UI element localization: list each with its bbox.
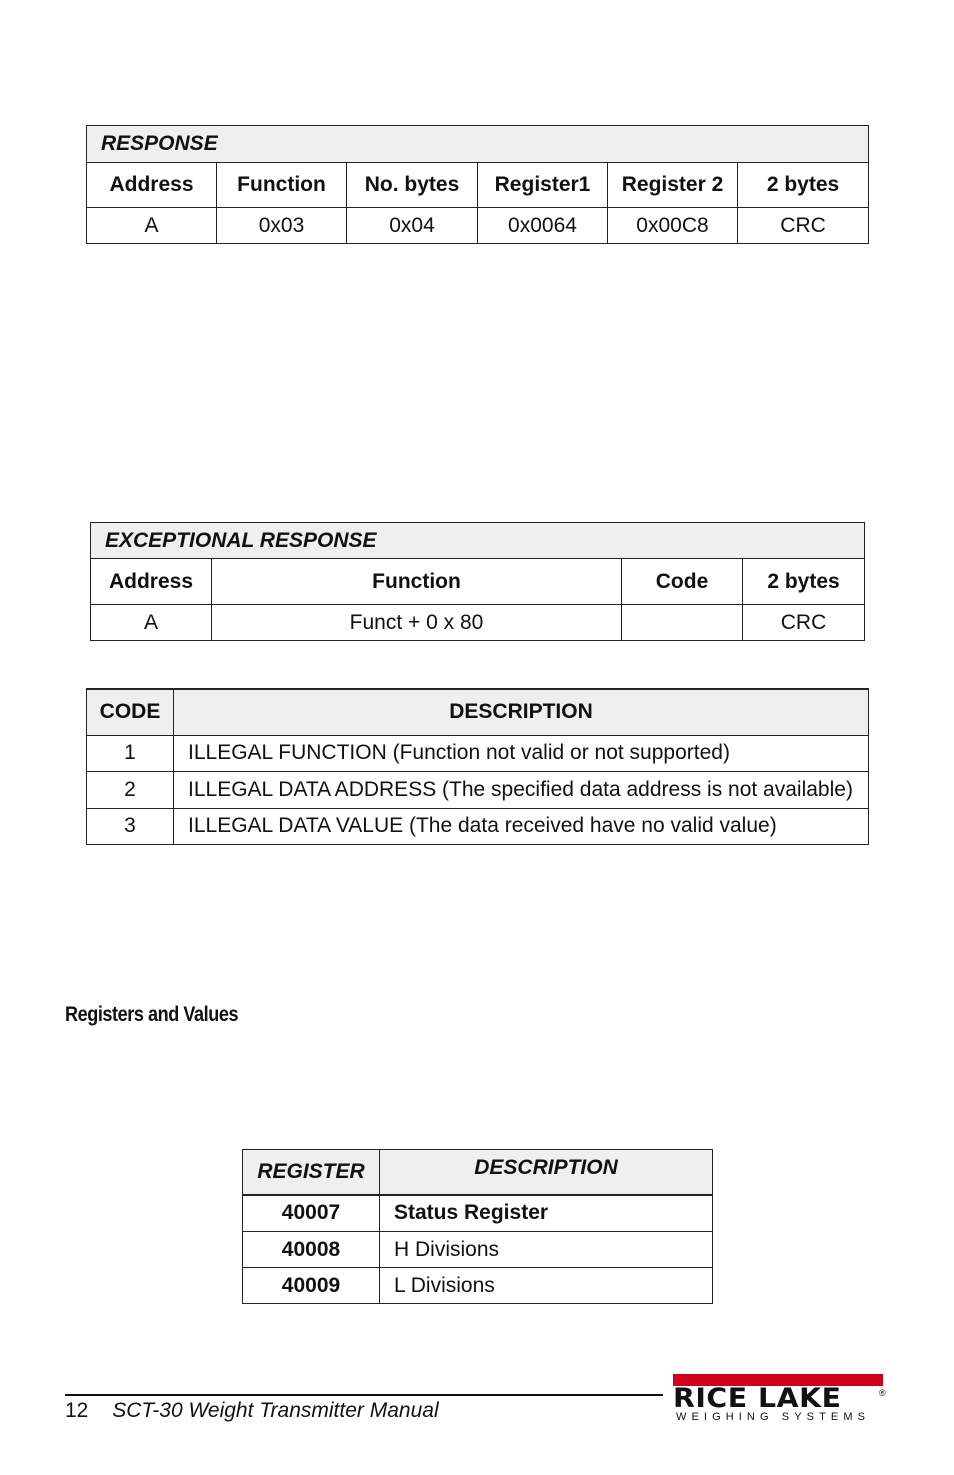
response-header-register2: Register 2 <box>608 163 738 208</box>
code-description: ILLEGAL DATA VALUE (The data received have no valid value) <box>174 808 869 844</box>
exceptional-header-address: Address <box>91 559 212 605</box>
page-number: 12 <box>65 1399 89 1422</box>
codes-header-code: CODE <box>87 689 174 735</box>
response-cell-function: 0x03 <box>217 208 347 244</box>
response-cell-address: A <box>87 208 217 244</box>
exceptional-cell-code <box>622 605 743 641</box>
table-row <box>243 1268 713 1304</box>
logo-tagline: WEIGHING SYSTEMS <box>676 1411 871 1423</box>
code-value: 2 <box>87 771 174 808</box>
rice-lake-logo <box>673 1374 887 1424</box>
registers-header-description: DESCRIPTION <box>380 1150 713 1195</box>
codes-header-description: DESCRIPTION <box>174 689 869 735</box>
exceptional-cell-crc: CRC <box>743 605 865 641</box>
exceptional-header-code: Code <box>622 559 743 605</box>
response-cell-no-bytes: 0x04 <box>347 208 478 244</box>
exceptional-caption: EXCEPTIONAL RESPONSE <box>91 523 865 559</box>
response-cell-register2: 0x00C8 <box>608 208 738 244</box>
exceptional-header-crc: 2 bytes <box>743 559 865 605</box>
register-number: 40007 <box>243 1195 380 1232</box>
register-number: 40008 <box>243 1232 380 1268</box>
table-row <box>87 808 869 844</box>
response-header-crc: 2 bytes <box>738 163 869 208</box>
exceptional-response-table <box>90 522 865 641</box>
section-title: Registers and Values <box>65 1003 239 1026</box>
exceptional-cell-function: Funct + 0 x 80 <box>212 605 622 641</box>
table-row <box>243 1232 713 1268</box>
register-description: L Divisions <box>380 1268 713 1304</box>
table-row <box>87 771 869 808</box>
exceptional-cell-address: A <box>91 605 212 641</box>
table-row <box>87 735 869 771</box>
error-codes-table <box>86 688 869 845</box>
response-cell-register1: 0x0064 <box>478 208 608 244</box>
footer <box>65 1399 439 1423</box>
response-table <box>86 125 869 244</box>
code-description: ILLEGAL FUNCTION (Function not valid or not supported) <box>174 735 869 771</box>
register-description: Status Register <box>380 1195 713 1232</box>
logo-name: RICE LAKE <box>673 1383 842 1414</box>
response-caption: RESPONSE <box>87 126 869 163</box>
register-number: 40009 <box>243 1268 380 1304</box>
response-header-register1: Register1 <box>478 163 608 208</box>
response-header-no-bytes: No. bytes <box>347 163 478 208</box>
register-description: H Divisions <box>380 1232 713 1268</box>
manual-title: SCT-30 Weight Transmitter Manual <box>112 1399 439 1422</box>
registers-table <box>242 1149 713 1304</box>
exceptional-header-function: Function <box>212 559 622 605</box>
registers-header-register: REGISTER <box>243 1150 380 1195</box>
response-header-address: Address <box>87 163 217 208</box>
response-header-function: Function <box>217 163 347 208</box>
logo-registered-mark: ® <box>879 1388 886 1398</box>
table-row <box>243 1195 713 1232</box>
footer-divider <box>65 1394 663 1396</box>
code-description: ILLEGAL DATA ADDRESS (The specified data address is not available) <box>174 771 869 808</box>
code-value: 1 <box>87 735 174 771</box>
response-cell-crc: CRC <box>738 208 869 244</box>
code-value: 3 <box>87 808 174 844</box>
